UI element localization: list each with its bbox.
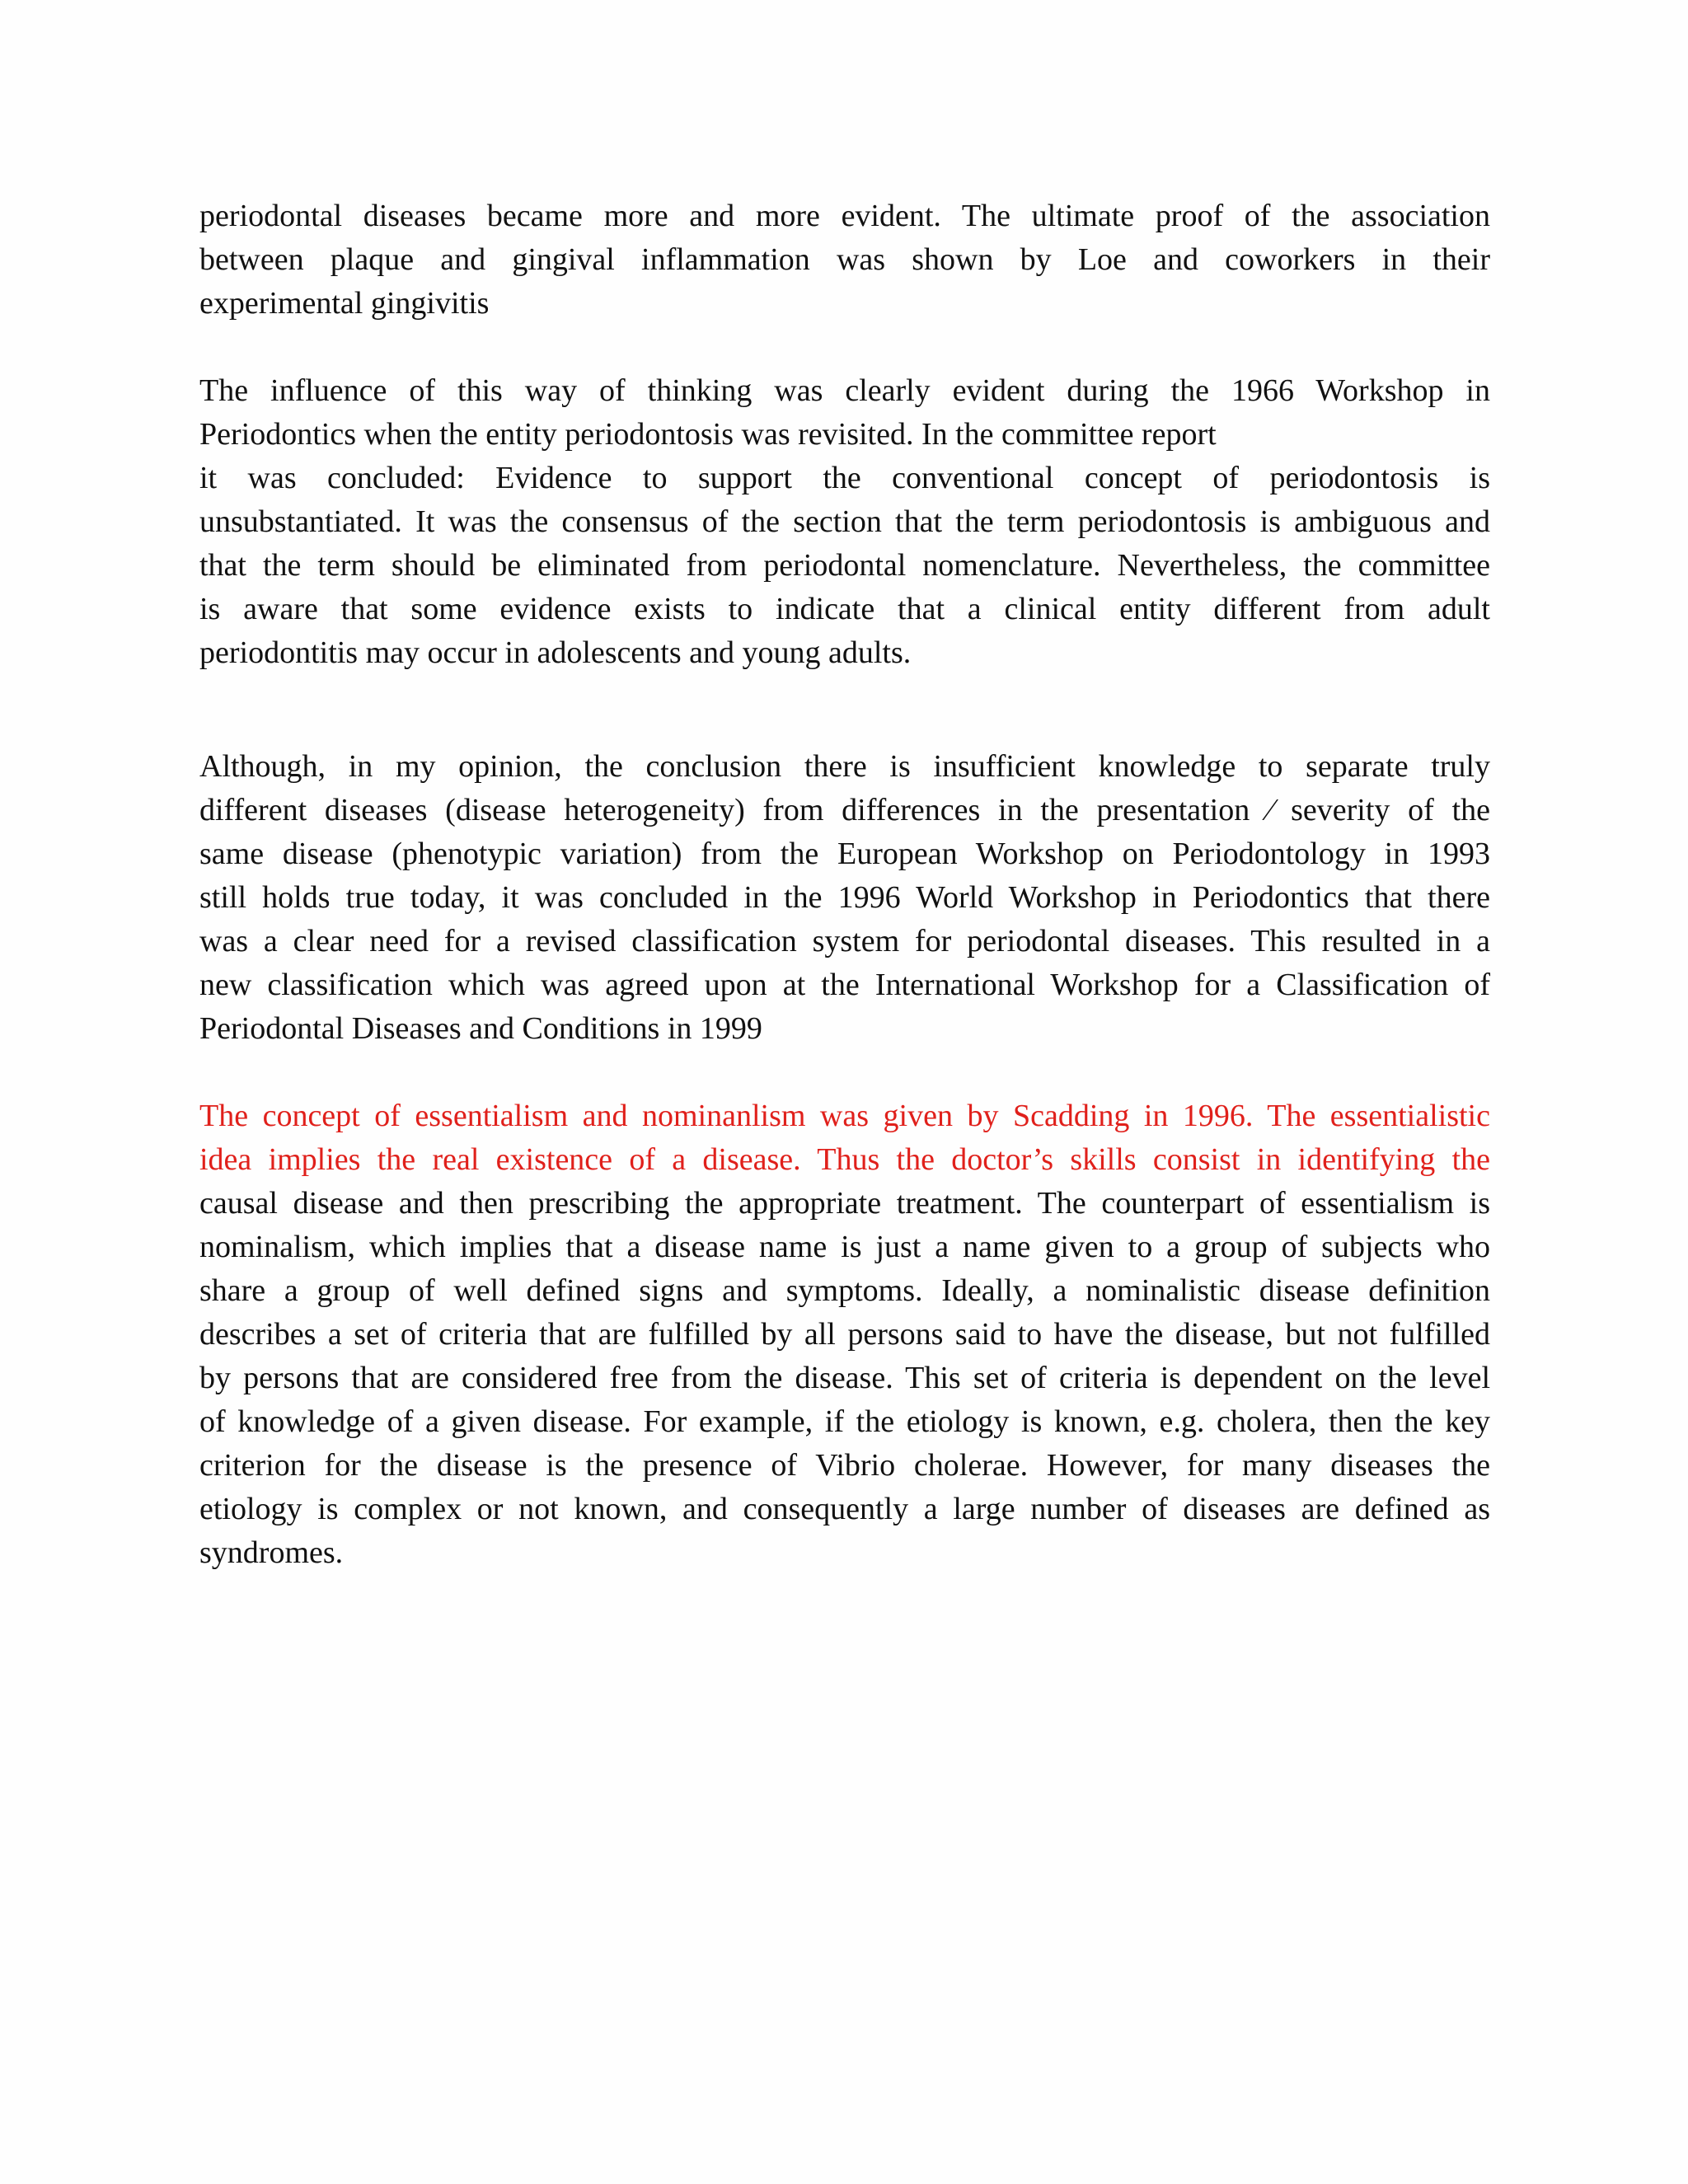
text-line: describes a set of criteria that are fulfilled by all persons said to have the disease, but not fulfilled: [199, 1317, 1490, 1352]
text-line: criterion for the disease is the presence of Vibrio cholerae. However, for many diseases the: [199, 1448, 1490, 1483]
text-line: share a group of well defined signs and symptoms. Ideally, a nominalistic disease definition: [199, 1273, 1490, 1308]
text-line: Periodontal Diseases and Conditions in 1999: [199, 1011, 762, 1046]
text-line: that the term should be eliminated from periodontal nomenclature. Nevertheless, the committee: [199, 548, 1490, 583]
document-body: [199, 194, 1490, 1575]
text-line: still holds true today, it was concluded in the 1996 World Workshop in Periodontics that there: [199, 880, 1490, 915]
paragraph-1966-workshop: [199, 369, 1490, 675]
text-line: periodontitis may occur in adolescents and young adults.: [199, 635, 912, 670]
text-line: Although, in my opinion, the conclusion there is insufficient knowledge to separate truly: [199, 749, 1490, 784]
text-line: is aware that some evidence exists to indicate that a clinical entity different from adult: [199, 592, 1490, 626]
text-line: The influence of this way of thinking was clearly evident during the 1966 Workshop in: [199, 373, 1490, 408]
paragraph-essentialism-nominalism: [199, 1094, 1490, 1575]
text-line: different diseases (disease heterogeneity) from differences in the presentation ⁄ severity of the: [199, 793, 1490, 827]
text-line: it was concluded: Evidence to support the conventional concept of periodontosis is: [199, 461, 1490, 495]
text-line: Periodontics when the entity periodontosis was revisited. In the committee report: [199, 417, 1217, 452]
text-line: of knowledge of a given disease. For example, if the etiology is known, e.g. cholera, then the key: [199, 1404, 1490, 1439]
text-line: same disease (phenotypic variation) from the European Workshop on Periodontology in 1993: [199, 837, 1490, 871]
text-line: causal disease and then prescribing the appropriate treatment. The counterpart of essentialism is: [199, 1186, 1490, 1221]
text-line: between plaque and gingival inflammation was shown by Loe and coworkers in their: [199, 242, 1490, 277]
text-line: nominalism, which implies that a disease name is just a name given to a group of subjects who: [199, 1230, 1490, 1264]
text-line: etiology is complex or not known, and consequently a large number of diseases are defined as: [199, 1492, 1490, 1526]
text-line: syndromes.: [199, 1535, 344, 1570]
text-line: new classification which was agreed upon at the International Workshop for a Classification of: [199, 968, 1490, 1002]
text-line: experimental gingivitis: [199, 286, 490, 321]
paragraph-classification-1999: [199, 745, 1490, 1051]
highlighted-text-line: The concept of essentialism and nominanlism was given by Scadding in 1996. The essentialistic: [199, 1099, 1490, 1133]
text-line: by persons that are considered free from the disease. This set of criteria is dependent on the level: [199, 1361, 1490, 1395]
text-line: unsubstantiated. It was the consensus of the section that the term periodontosis is ambiguous and: [199, 504, 1490, 539]
highlighted-text-line: idea implies the real existence of a disease. Thus the doctor’s skills consist in identifying the: [199, 1142, 1490, 1177]
text-line: was a clear need for a revised classification system for periodontal diseases. This resulted in a: [199, 924, 1490, 958]
text-line: periodontal diseases became more and more evident. The ultimate proof of the association: [199, 199, 1490, 233]
paragraph-plaque-association: [199, 194, 1490, 326]
